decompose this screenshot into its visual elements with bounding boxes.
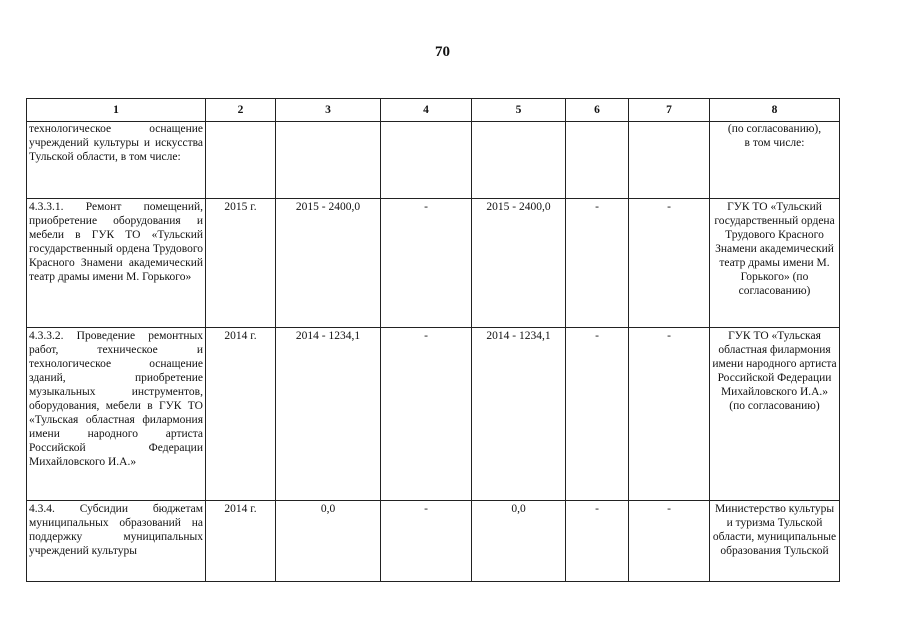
table-row [27,199,840,328]
responsible-cell: ГУК ТО «Тульская областная филармония имени народного артиста Российской Федерации Михайловского И.А.» (по согласованию) [710,328,840,501]
table-row [27,122,840,199]
header-col-6: 6 [566,99,629,122]
regional-budget-cell: 2015 - 2400,0 [472,199,566,328]
responsible-cell: Министерство культуры и туризма Тульской области, муниципальные образования Тульской [710,501,840,582]
local-budget-cell: - [566,199,629,328]
header-col-4: 4 [381,99,472,122]
table-row [27,328,840,501]
header-col-2: 2 [206,99,276,122]
period-cell [206,122,276,199]
total-amount-cell: 0,0 [276,501,381,582]
table-row [27,501,840,582]
header-col-1: 1 [27,99,206,122]
federal-budget-cell [381,122,472,199]
measure-description: 4.3.4. Субсидии бюджетам муниципальных образований на поддержку муниципальных учреждений культуры [27,501,206,582]
local-budget-cell [566,122,629,199]
total-amount-cell [276,122,381,199]
regional-budget-cell: 0,0 [472,501,566,582]
regional-budget-cell: 2014 - 1234,1 [472,328,566,501]
federal-budget-cell: - [381,199,472,328]
local-budget-cell: - [566,328,629,501]
other-sources-cell: - [629,199,710,328]
local-budget-cell: - [566,501,629,582]
program-table [26,98,840,582]
period-cell: 2015 г. [206,199,276,328]
measure-description: 4.3.3.2. Проведение ремонтных работ, техническое и технологическое оснащение зданий, приобретение музыкальных инструментов, оборудования, мебели в ГУК ТО «Тульская областная филармония имени народного артиста Российской Федерации Михайловского И.А.» [27,328,206,501]
header-col-7: 7 [629,99,710,122]
period-cell: 2014 г. [206,328,276,501]
period-cell: 2014 г. [206,501,276,582]
other-sources-cell: - [629,501,710,582]
other-sources-cell: - [629,328,710,501]
responsible-cell: ГУК ТО «Тульский государственный ордена Трудового Красного Знамени академический театр драмы имени М. Горького» (по согласованию) [710,199,840,328]
other-sources-cell [629,122,710,199]
measure-description: технологическое оснащение учреждений культуры и искусства Тульской области, в том числе: [27,122,206,199]
header-col-5: 5 [472,99,566,122]
header-row [27,99,840,122]
federal-budget-cell: - [381,328,472,501]
federal-budget-cell: - [381,501,472,582]
responsible-cell: (по согласованию), в том числе: [710,122,840,199]
total-amount-cell: 2014 - 1234,1 [276,328,381,501]
measure-description: 4.3.3.1. Ремонт помещений, приобретение оборудования и мебели в ГУК ТО «Тульский государственный ордена Трудового Красного Знамени академический театр драмы имени М. Горького» [27,199,206,328]
header-col-3: 3 [276,99,381,122]
regional-budget-cell [472,122,566,199]
page-number: 70 [435,44,450,60]
header-col-8: 8 [710,99,840,122]
total-amount-cell: 2015 - 2400,0 [276,199,381,328]
